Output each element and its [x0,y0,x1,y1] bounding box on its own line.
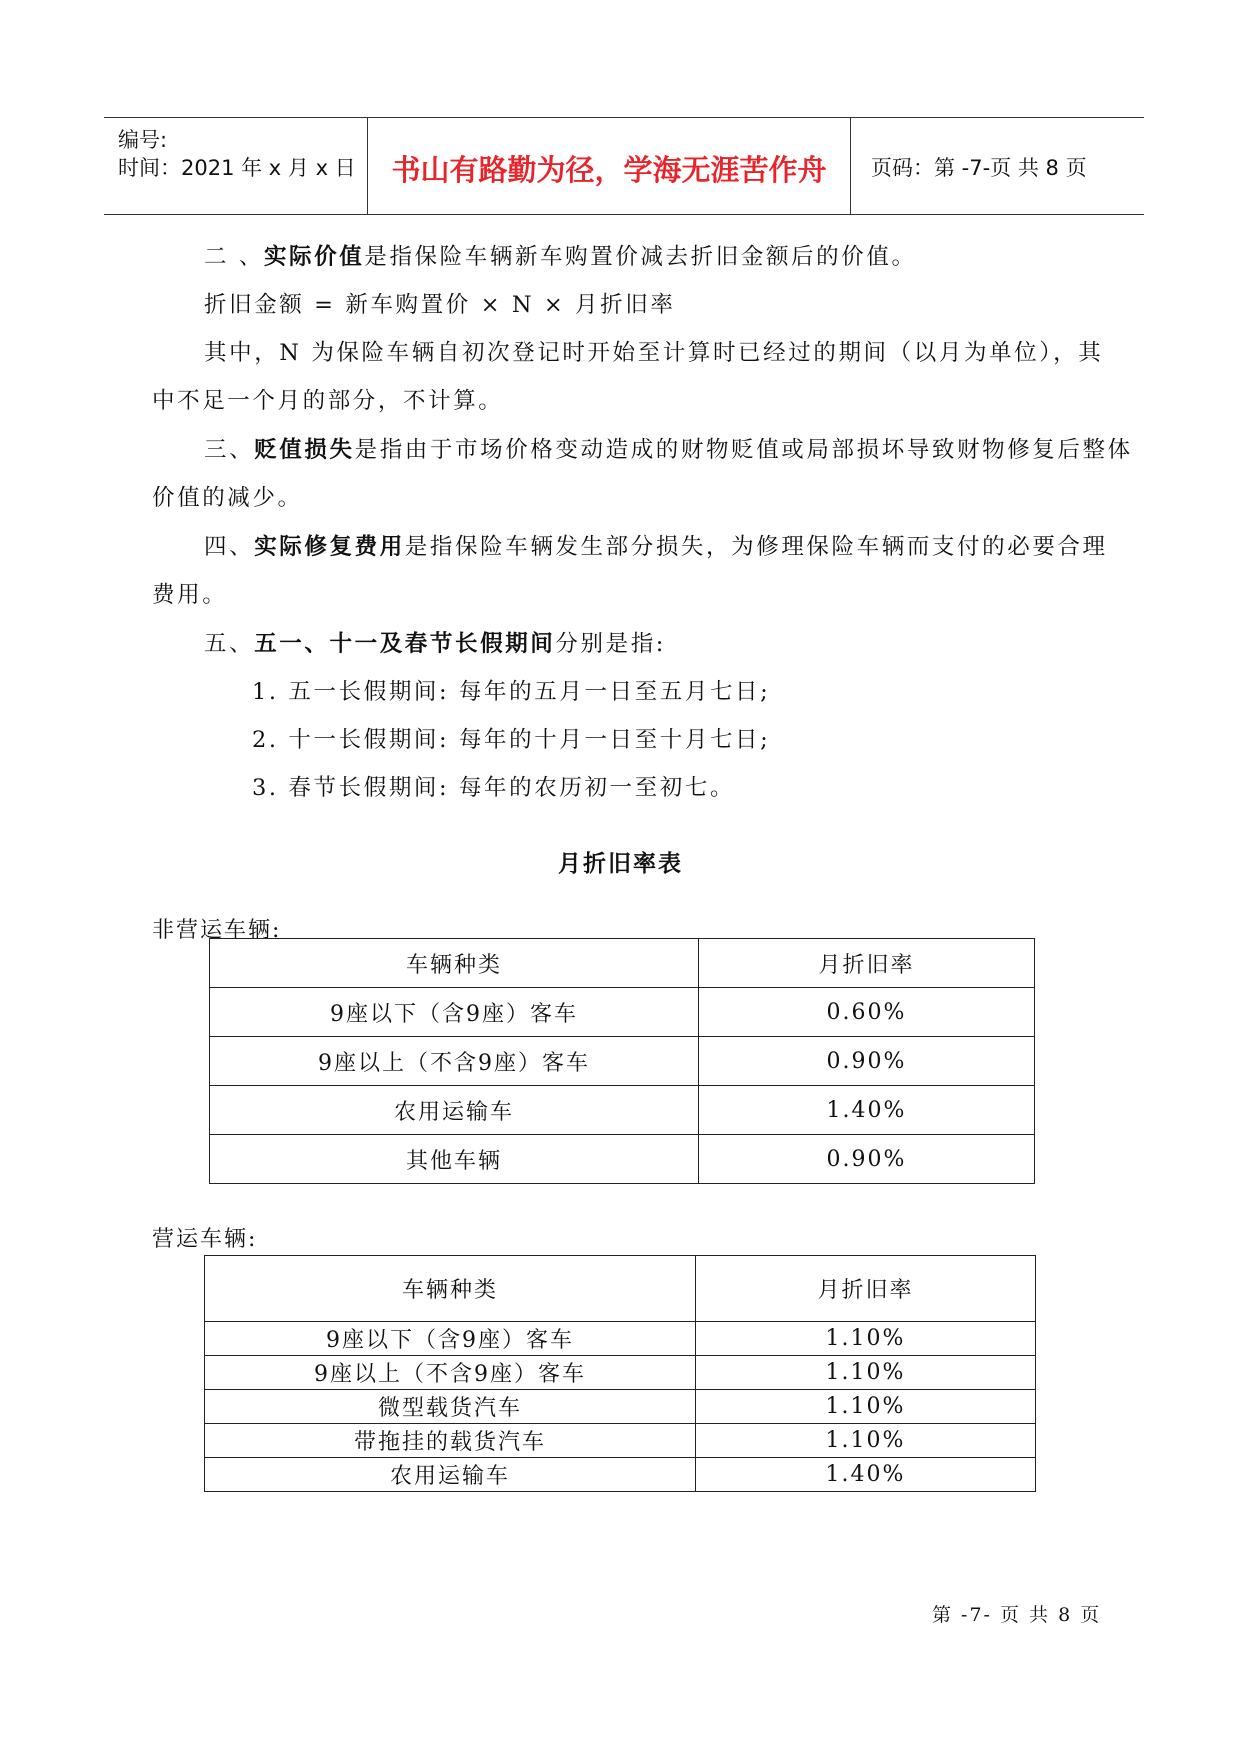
section2-note-line1: 其中，N 为保险车辆自初次登记时开始至计算时已经过的期间（以月为单位），其 [204,340,1104,366]
section3-text-line2: 价值的减少。 [152,485,303,511]
vehicle-type-cell: 9座以上（不含9座）客车 [210,1037,699,1086]
header-right-cell [851,118,1144,214]
rate-cell: 1.10% [696,1390,1036,1424]
depreciation-table-title: 月折旧率表 [558,850,683,877]
commercial-rate-table [204,1255,1036,1492]
section5-prefix: 五、 [204,631,255,657]
section2-prefix: 二 、 [204,244,264,270]
table-row [210,1086,1035,1135]
rate-cell: 0.90% [699,1037,1035,1086]
holiday-item-1: 1. 五一长假期间: 每年的五月一日至五月七日; [252,679,771,705]
section3-definition [152,426,1133,474]
section4-definition [152,523,1108,571]
section2-definition [152,233,1102,281]
vehicle-type-cell: 9座以下（含9座）客车 [210,988,699,1037]
commercial-label: 营运车辆: [152,1227,258,1252]
column-header-vehicle-type: 车辆种类 [205,1256,696,1322]
vehicle-type-cell: 带拖挂的载货汽车 [205,1424,696,1458]
rate-cell: 0.90% [699,1135,1035,1184]
rate-cell: 1.10% [696,1356,1036,1390]
vehicle-type-cell: 农用运输车 [205,1458,696,1492]
section2-text: 是指保险车辆新车购置价减去折旧金额后的价值。 [364,244,917,270]
section3-text-line1: 是指由于市场价格变动造成的财物贬值或局部损坏导致财物修复后整体 [354,437,1133,463]
header-left-cell [104,118,368,214]
rate-cell: 1.40% [699,1086,1035,1135]
section5-text: 分别是指: [555,631,666,657]
header-page-number: 页码：第 -7-页 共 8 页 [871,156,1087,180]
vehicle-type-cell: 9座以下（含9座）客车 [205,1322,696,1356]
table-row [205,1424,1036,1458]
vehicle-type-cell: 农用运输车 [210,1086,699,1135]
page-footer: 第 -7- 页 共 8 页 [932,1604,1102,1626]
page-header [104,117,1144,215]
non-commercial-rate-table [209,938,1035,1184]
table-header-row [205,1256,1036,1322]
table-row [205,1356,1036,1390]
column-header-rate: 月折旧率 [699,939,1035,988]
section4-text-line2: 费用。 [152,582,228,608]
header-motto: 书山有路勤为径，学海无涯苦作舟 [391,153,827,187]
section3-term: 贬值损失 [254,437,355,463]
vehicle-type-cell: 微型载货汽车 [205,1390,696,1424]
table-row [210,988,1035,1037]
holiday-item-3: 3. 春节长假期间: 每年的农历初一至初七。 [252,775,736,801]
table-row [205,1458,1036,1492]
holiday-item-2: 2. 十一长假期间: 每年的十月一日至十月七日; [252,727,771,753]
column-header-vehicle-type: 车辆种类 [210,939,699,988]
depreciation-formula: 折旧金额 = 新车购置价 × N × 月折旧率 [204,292,676,318]
table-row [205,1322,1036,1356]
section4-text-line1: 是指保险车辆发生部分损失，为修理保险车辆而支付的必要合理 [404,534,1108,560]
section5-definition [152,620,1102,668]
table-header-row [210,939,1035,988]
section3-prefix: 三、 [204,437,255,463]
section2-term: 实际价值 [263,244,365,270]
section2-note-line2: 中不足一个月的部分，不计算。 [152,388,504,414]
rate-cell: 1.40% [696,1458,1036,1492]
section4-prefix: 四、 [204,534,255,560]
non-commercial-label: 非营运车辆: [152,918,282,943]
vehicle-type-cell: 其他车辆 [210,1135,699,1184]
table-row [210,1037,1035,1086]
rate-cell: 0.60% [699,988,1035,1037]
header-middle-cell [368,118,851,214]
column-header-rate: 月折旧率 [696,1256,1036,1322]
document-time-label: 时间：2021 年 x 月 x 日 [118,156,356,180]
section5-term: 五一、十一及春节长假期间 [254,631,556,657]
document-number-label: 编号: [118,128,168,152]
table-row [205,1390,1036,1424]
rate-cell: 1.10% [696,1322,1036,1356]
rate-cell: 1.10% [696,1424,1036,1458]
section4-term: 实际修复费用 [254,534,405,560]
table-row [210,1135,1035,1184]
vehicle-type-cell: 9座以上（不含9座）客车 [205,1356,696,1390]
